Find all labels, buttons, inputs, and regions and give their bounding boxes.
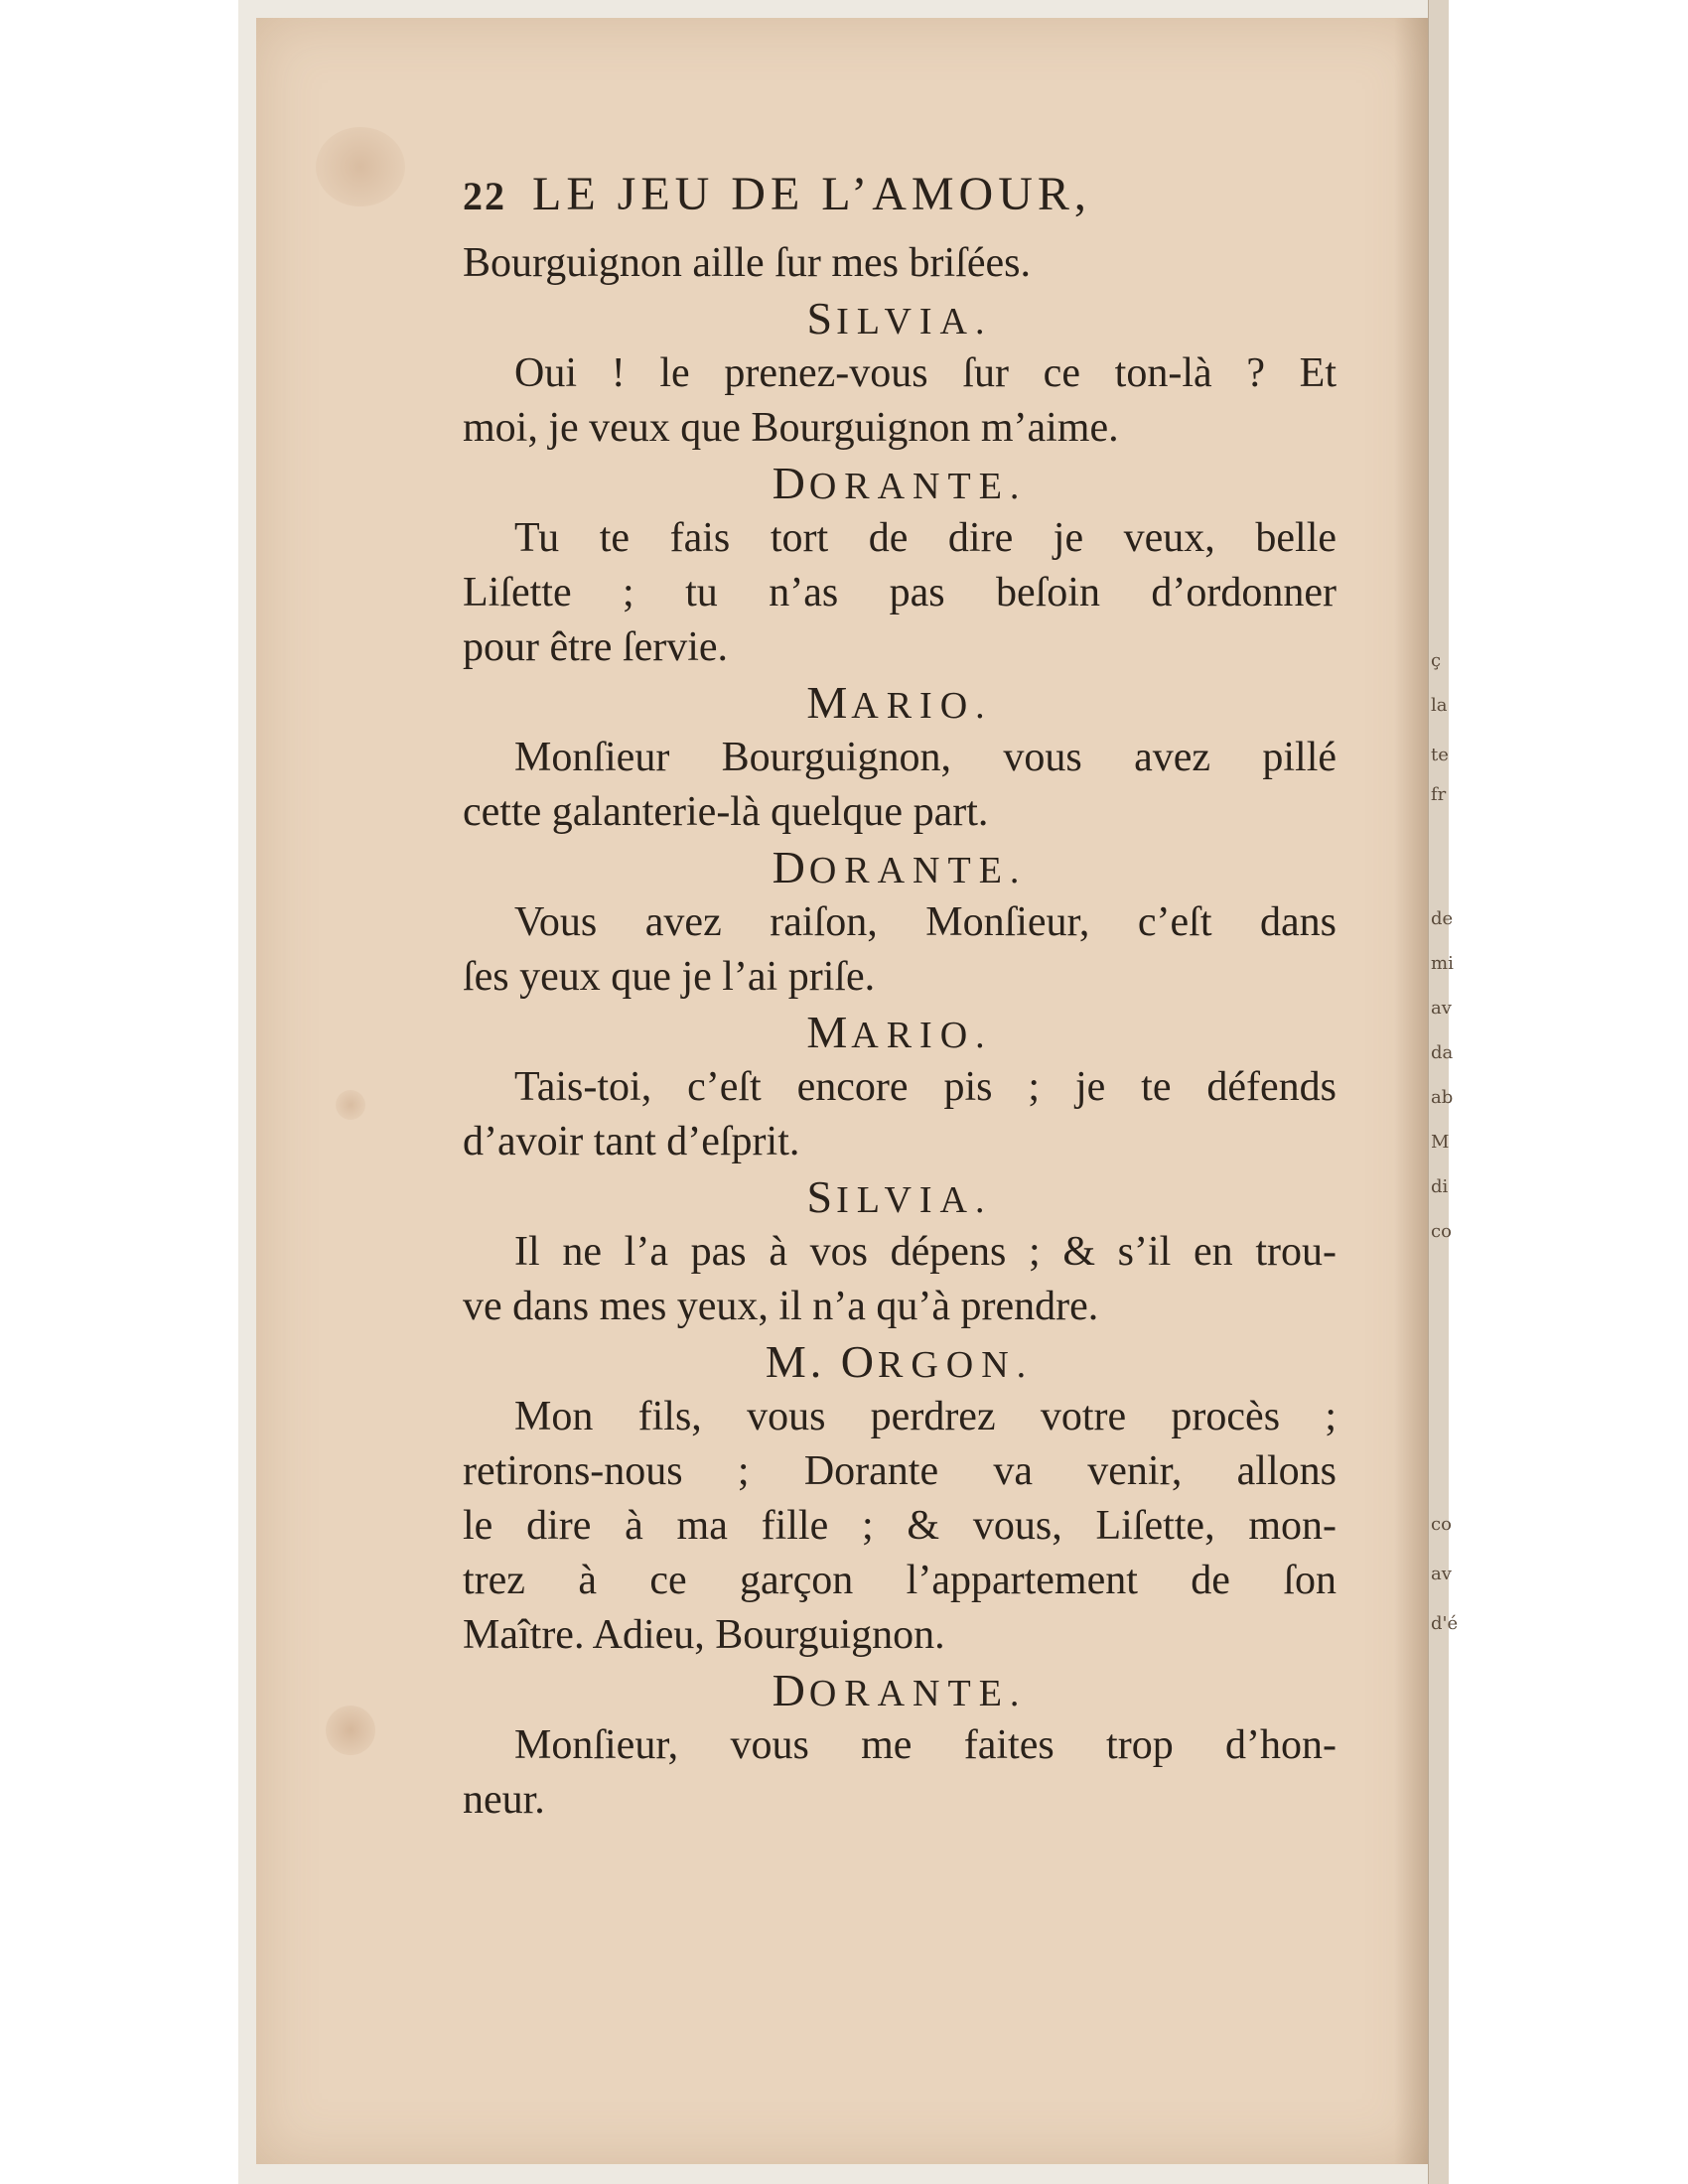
text-line: moi, je veux que Bourguignon m’aime. (463, 405, 1119, 451)
facing-page-edge (1428, 0, 1459, 2184)
text-line: retirons-nous ; Dorante va venir, allons (463, 1448, 1336, 1494)
speaker-name: DORANTE. (772, 1665, 1028, 1715)
page-number: 22 (463, 174, 506, 218)
text-line: ve dans mes yeux, il n’a qu’à prendre. (463, 1284, 1099, 1329)
speaker-name: MARIO. (806, 677, 993, 728)
page-gutter-shadow (1394, 18, 1428, 2164)
play-text-lines (463, 236, 1336, 1828)
facing-page-fragment: de (1431, 908, 1454, 929)
text-line: Monſieur, vous me faites trop d’hon- (514, 1722, 1336, 1768)
facing-page-fragment: te (1431, 745, 1449, 765)
running-header (463, 167, 1336, 236)
foxing-stain (326, 1706, 375, 1755)
text-line: Tais-toi, c’eſt encore pis ; je te défends (514, 1064, 1336, 1110)
facing-page-fragment: da (1431, 1042, 1454, 1063)
speaker-name: DORANTE. (772, 842, 1028, 892)
text-line: Il ne l’a pas à vos dépens ; & s’il en trou- (514, 1229, 1336, 1275)
facing-page-fragment: co (1431, 1221, 1452, 1242)
facing-page-fragment: av (1431, 998, 1452, 1019)
foxing-stain (336, 1090, 365, 1120)
facing-page-fragment: av (1431, 1564, 1452, 1584)
text-line: Vous avez raiſon, Monſieur, c’eſt dans (514, 899, 1336, 945)
text-line: Oui ! le prenez-vous ſur ce ton-là ? Et (514, 350, 1336, 396)
text-line: pour être ſervie. (463, 624, 729, 670)
text-line: Mon fils, vous perdrez votre procès ; (514, 1394, 1336, 1439)
running-title: LE JEU DE L’AMOUR, (532, 168, 1091, 220)
speaker-name: DORANTE. (772, 458, 1028, 508)
text-line: le dire à ma fille ; & vous, Liſette, mon- (463, 1503, 1336, 1549)
facing-page-fragment: la (1431, 695, 1448, 716)
facing-page-fragment: mi (1431, 953, 1454, 974)
text-line: Liſette ; tu n’as pas beſoin d’ordonner (463, 570, 1336, 615)
text-line: trez à ce garçon l’appartement de ſon (463, 1558, 1336, 1603)
facing-page-fragment: di (1431, 1176, 1449, 1197)
speaker-name: MARIO. (806, 1007, 993, 1057)
facing-page-fragment: d'é (1431, 1613, 1459, 1634)
page-text (463, 167, 1336, 1828)
text-line: neur. (463, 1777, 545, 1823)
facing-page-fragment: ç (1431, 650, 1442, 671)
facing-page-fragment: M (1431, 1132, 1450, 1153)
speaker-name: SILVIA. (806, 1171, 993, 1222)
foxing-stain (316, 127, 405, 206)
text-line: Bourguignon aille ſur mes briſées. (463, 240, 1031, 286)
facing-page-fragment: ab (1431, 1087, 1454, 1108)
facing-page-fragment: co (1431, 1514, 1452, 1535)
facing-page-fragment: fr (1431, 784, 1447, 805)
text-line: d’avoir tant d’eſprit. (463, 1119, 800, 1164)
speaker-name: M. ORGON. (765, 1336, 1035, 1387)
text-line: cette galanterie-là quelque part. (463, 789, 989, 835)
text-line: Tu te fais tort de dire je veux, belle (514, 515, 1336, 561)
speaker-name: SILVIA. (806, 293, 993, 343)
text-line: ſes yeux que je l’ai priſe. (463, 954, 876, 1000)
text-line: Maître. Adieu, Bourguignon. (463, 1612, 945, 1658)
text-line: Monſieur Bourguignon, vous avez pillé (514, 735, 1336, 780)
